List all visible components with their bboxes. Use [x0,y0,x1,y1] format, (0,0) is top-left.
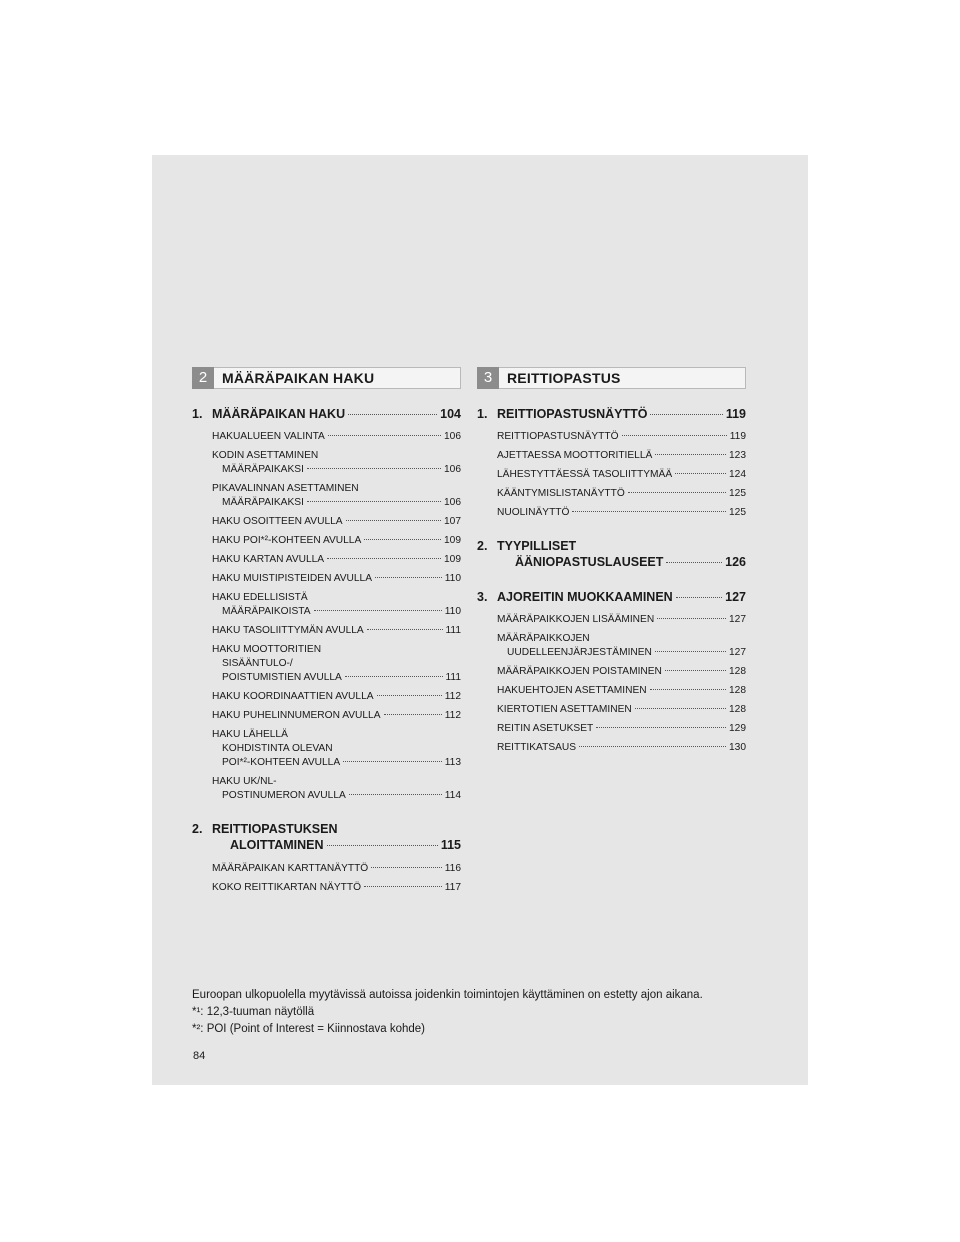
dot-leader [666,562,722,563]
item-title: KOHDISTINTA OLEVAN [222,743,333,754]
section-column [477,367,746,773]
toc-item [192,881,461,895]
item-title: HAKU POI*²-KOHTEEN AVULLA [212,535,362,546]
dot-leader [622,435,727,436]
item-page: 111 [445,625,461,636]
dot-leader [572,511,726,512]
item-title: MÄÄRÄPAIKAKSI [222,464,304,475]
footnote-text: Euroopan ulkopuolella myytävissä autoissa joidenkin toimintojen käyttäminen on estetty ajon aikana. [192,989,703,1001]
item-title: HAKU PUHELINNUMERON AVULLA [212,710,381,721]
chapter-title: ALOITTAMINEN [230,838,324,852]
item-page: 119 [729,431,746,442]
item-page: 113 [444,757,461,768]
dot-leader [628,492,726,493]
toc-item [477,468,746,482]
chapter-title: TYYPILLISET [497,539,577,553]
dot-leader [327,558,441,559]
toc-item [192,709,461,723]
item-title: MÄÄRÄPAIKKOJEN [497,633,590,644]
item-page: 106 [444,497,461,508]
toc-item [477,430,746,444]
item-title: SISÄÄNTULO-/ [222,658,293,669]
dot-leader [384,714,442,715]
toc-item [477,665,746,679]
item-title: KOKO REITTIKARTAN NÄYTTÖ [212,882,362,893]
toc-item [477,684,746,698]
dot-leader [364,539,441,540]
manual-page [152,155,808,1085]
item-page: 112 [444,710,461,721]
page-number: 84 [193,1050,206,1062]
chapter-page: 115 [440,838,461,852]
item-title: HAKU TASOLIITTYMÄN AVULLA [212,625,364,636]
item-page: 109 [444,554,461,565]
item-page: 128 [729,704,746,715]
dot-leader [345,676,443,677]
chapter-entry [192,821,461,854]
toc-entries [192,406,461,895]
item-title: HAKU KARTAN AVULLA [212,554,325,565]
item-title: POISTUMISTIEN AVULLA [222,672,342,683]
item-title: MÄÄRÄPAIKOISTA [222,606,311,617]
chapter-number: 3. [477,590,488,604]
item-page: 109 [444,535,461,546]
dot-leader [371,867,442,868]
chapter-number: 1. [192,407,203,421]
chapter-page: 119 [725,407,746,421]
dot-leader [307,468,441,469]
dot-leader [328,435,441,436]
toc-item [192,515,461,529]
dot-leader [367,629,443,630]
item-title: MÄÄRÄPAIKAKSI [222,497,304,508]
item-title: UUDELLEENJÄRJESTÄMINEN [507,647,652,658]
toc-item [192,482,461,510]
toc-item [192,553,461,567]
item-title: HAKU KOORDINAATTIEN AVULLA [212,691,374,702]
dot-leader [377,695,442,696]
dot-leader [327,845,438,846]
item-title: POSTINUMERON AVULLA [222,790,346,801]
item-title: AJETTAESSA MOOTTORITIELLÄ [497,450,653,461]
item-page: 128 [729,685,746,696]
section-title: MÄÄRÄPAIKAN HAKU [222,370,375,386]
dot-leader [665,670,726,671]
chapter-title: MÄÄRÄPAIKAN HAKU [212,407,346,421]
item-title: KODIN ASETTAMINEN [212,450,319,461]
toc-item [192,862,461,876]
item-page: 117 [444,882,461,893]
item-page: 129 [729,723,746,734]
item-title: HAKU MUISTIPISTEIDEN AVULLA [212,573,373,584]
dot-leader [579,746,726,747]
item-title: MÄÄRÄPAIKAN KARTTANÄYTTÖ [212,863,369,874]
toc-item [192,775,461,803]
item-title: LÄHESTYTTÄESSÄ TASOLIITTYMÄÄ [497,469,673,480]
subsection-list [477,430,746,520]
section-number: 3 [477,367,499,389]
dot-leader [655,454,726,455]
subsection-list [477,613,746,755]
dot-leader [650,414,722,415]
item-title: HAKU MOOTTORITIEN [212,644,322,655]
footnotes [192,987,792,1038]
chapter-entry [477,538,746,571]
item-title: HAKU UK/NL- [212,776,277,787]
item-title: MÄÄRÄPAIKKOJEN LISÄÄMINEN [497,614,655,625]
chapter-page: 126 [725,555,746,569]
item-page: 130 [729,742,746,753]
toc-item [477,741,746,755]
chapter-number: 1. [477,407,488,421]
dot-leader [596,727,726,728]
chapter-page: 104 [440,407,461,421]
item-title: KÄÄNTYMISLISTANÄYTTÖ [497,488,625,499]
toc-item [477,506,746,520]
dot-leader [375,577,442,578]
item-title: POI*²-KOHTEEN AVULLA [222,757,341,768]
item-title: NUOLINÄYTTÖ [497,507,570,518]
item-page: 107 [444,516,461,527]
item-title: REITTIKATSAUS [497,742,577,753]
toc-item [192,572,461,586]
item-title: HAKU EDELLISISTÄ [212,592,308,603]
subsection-list [192,862,461,895]
footnote-1: *¹: 12,3-tuuman näytöllä [192,1006,315,1018]
item-page: 128 [729,666,746,677]
item-page: 106 [444,431,461,442]
dot-leader [307,501,441,502]
item-page: 116 [444,863,461,874]
section-header [192,367,461,389]
chapter-title: ÄÄNIOPASTUSLAUSEET [515,555,664,569]
item-title: KIERTOTIEN ASETTAMINEN [497,704,632,715]
item-page: 123 [729,450,746,461]
item-title: REITIN ASETUKSET [497,723,594,734]
item-title: HAKU LÄHELLÄ [212,729,288,740]
toc-item [192,728,461,770]
chapter-title: AJOREITIN MUOKKAAMINEN [497,590,673,604]
toc-item [477,487,746,501]
item-title: PIKAVALINNAN ASETTAMINEN [212,483,359,494]
dot-leader [657,618,726,619]
toc-item [477,703,746,717]
dot-leader [635,708,726,709]
dot-leader [675,473,726,474]
dot-leader [364,886,442,887]
toc-item [477,613,746,627]
item-page: 110 [444,573,461,584]
item-title: HAKUALUEEN VALINTA [212,431,325,442]
subsection-list [192,430,461,803]
section-header [477,367,746,389]
chapter-entry [192,406,461,422]
toc-entries [477,406,746,755]
section-number: 2 [192,367,214,389]
chapter-entry [477,406,746,422]
item-page: 127 [729,647,746,658]
item-page: 125 [729,488,746,499]
dot-leader [650,689,726,690]
toc-item [477,449,746,463]
toc-item [192,624,461,638]
item-title: HAKU OSOITTEEN AVULLA [212,516,343,527]
item-title: HAKUEHTOJEN ASETTAMINEN [497,685,647,696]
chapter-entry [477,589,746,605]
item-title: REITTIOPASTUSNÄYTTÖ [497,431,619,442]
toc-item [192,591,461,619]
chapter-title: REITTIOPASTUSNÄYTTÖ [497,407,648,421]
dot-leader [655,651,726,652]
dot-leader [349,794,442,795]
chapter-title: REITTIOPASTUKSEN [212,822,338,836]
item-page: 111 [445,672,461,683]
toc-item [192,430,461,444]
toc-item [192,690,461,704]
item-page: 125 [729,507,746,518]
item-page: 110 [444,606,461,617]
chapter-number: 2. [477,539,488,553]
dot-leader [314,610,442,611]
item-page: 106 [444,464,461,475]
dot-leader [343,761,442,762]
section-column [192,367,461,913]
item-title: MÄÄRÄPAIKKOJEN POISTAMINEN [497,666,662,677]
dot-leader [348,414,437,415]
section-title: REITTIOPASTUS [507,370,621,386]
dot-leader [346,520,441,521]
chapter-page: 127 [725,590,746,604]
toc-item [192,449,461,477]
item-page: 124 [729,469,746,480]
toc-item [192,643,461,685]
item-page: 127 [729,614,746,625]
item-page: 112 [444,691,461,702]
dot-leader [676,597,722,598]
footnote-2: *²: POI (Point of Interest = Kiinnostava kohde) [192,1023,425,1035]
toc-item [477,722,746,736]
item-page: 114 [444,790,461,801]
toc-item [192,534,461,548]
toc-item [477,632,746,660]
chapter-number: 2. [192,822,203,836]
